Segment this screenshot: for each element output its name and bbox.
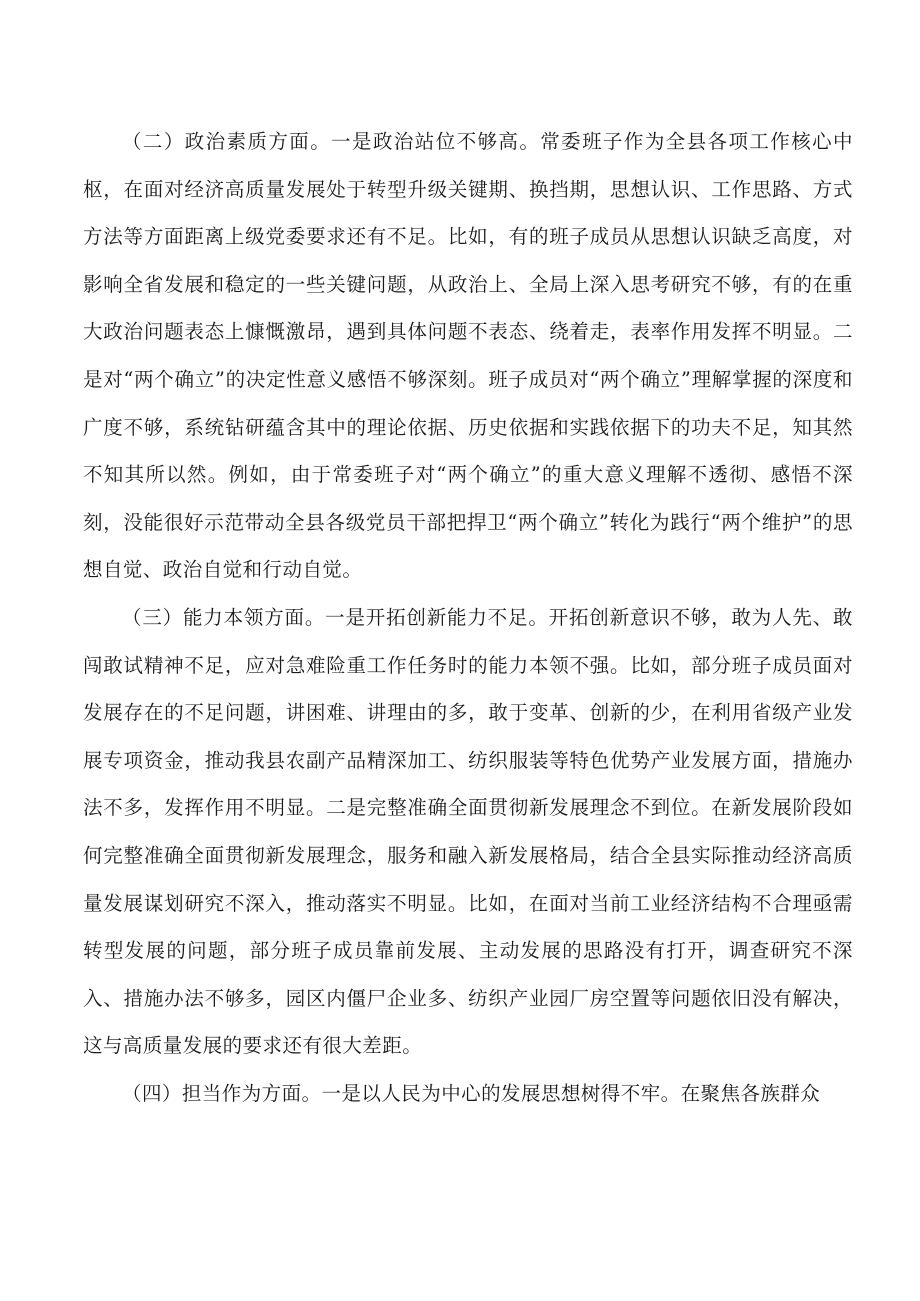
paragraph-responsibility: （四）担当作为方面。一是以人民为中心的发展思想树得不牢。在聚焦各族群众 [122,1081,821,1105]
document-body [83,118,853,1117]
paragraph-ability: （三）能力本领方面。一是开拓创新能力不足。开拓创新意识不够，敢为人先、敢闯敢试精神不足，应对急难险重工作任务时的能力本领不强。比如，部分班子成员面对发展存在的不足问题，讲困难、讲理由的多，敢于变革、创新的少，在利用省级产业发展专项资金，推动我县农副产品精深加工、纺织服装等特色优势产业发展方面，措施办法不多，发挥作用不明显。二是完整准确全面贯彻新发展理念不到位。在新发展阶段如何完整准确全面贯彻新发展理念，服务和融入新发展格局，结合全县实际推动经济高质量发展谋划研究不深入，推动落实不明显。比如，在面对当前工业经济结构不合理亟需转型发展的问题，部分班子成员靠前发展、主动发展的思路没有打开，调查研究不深入、措施办法不够多，园区内僵尸企业多、纺织产业园厂房空置等问题依旧没有解决，这与高质量发展的要求还有很大差距。 [83,605,853,1058]
paragraph-political-quality: （二）政治素质方面。一是政治站位不够高。常委班子作为全县各项工作核心中枢，在面对经济高质量发展处于转型升级关键期、换挡期，思想认识、工作思路、方式方法等方面距离上级党委要求还有不足。比如，有的班子成员从思想认识缺乏高度，对影响全省发展和稳定的一些关键问题，从政治上、全局上深入思考研究不够，有的在重大政治问题表态上慷慨激昂，遇到具体问题不表态、绕着走，表率作用发挥不明显。二是对“两个确立”的决定性意义感悟不够深刻。班子成员对“两个确立”理解掌握的深度和广度不够，系统钻研蕴含其中的理论依据、历史依据和实践依据下的功夫不足，知其然不知其所以然。例如，由于常委班子对“两个确立”的重大意义理解不透彻、感悟不深刻，没能很好示范带动全县各级党员干部把捍卫“两个确立”转化为践行“两个维护”的思想自觉、政治自觉和行动自觉。 [83,130,853,582]
